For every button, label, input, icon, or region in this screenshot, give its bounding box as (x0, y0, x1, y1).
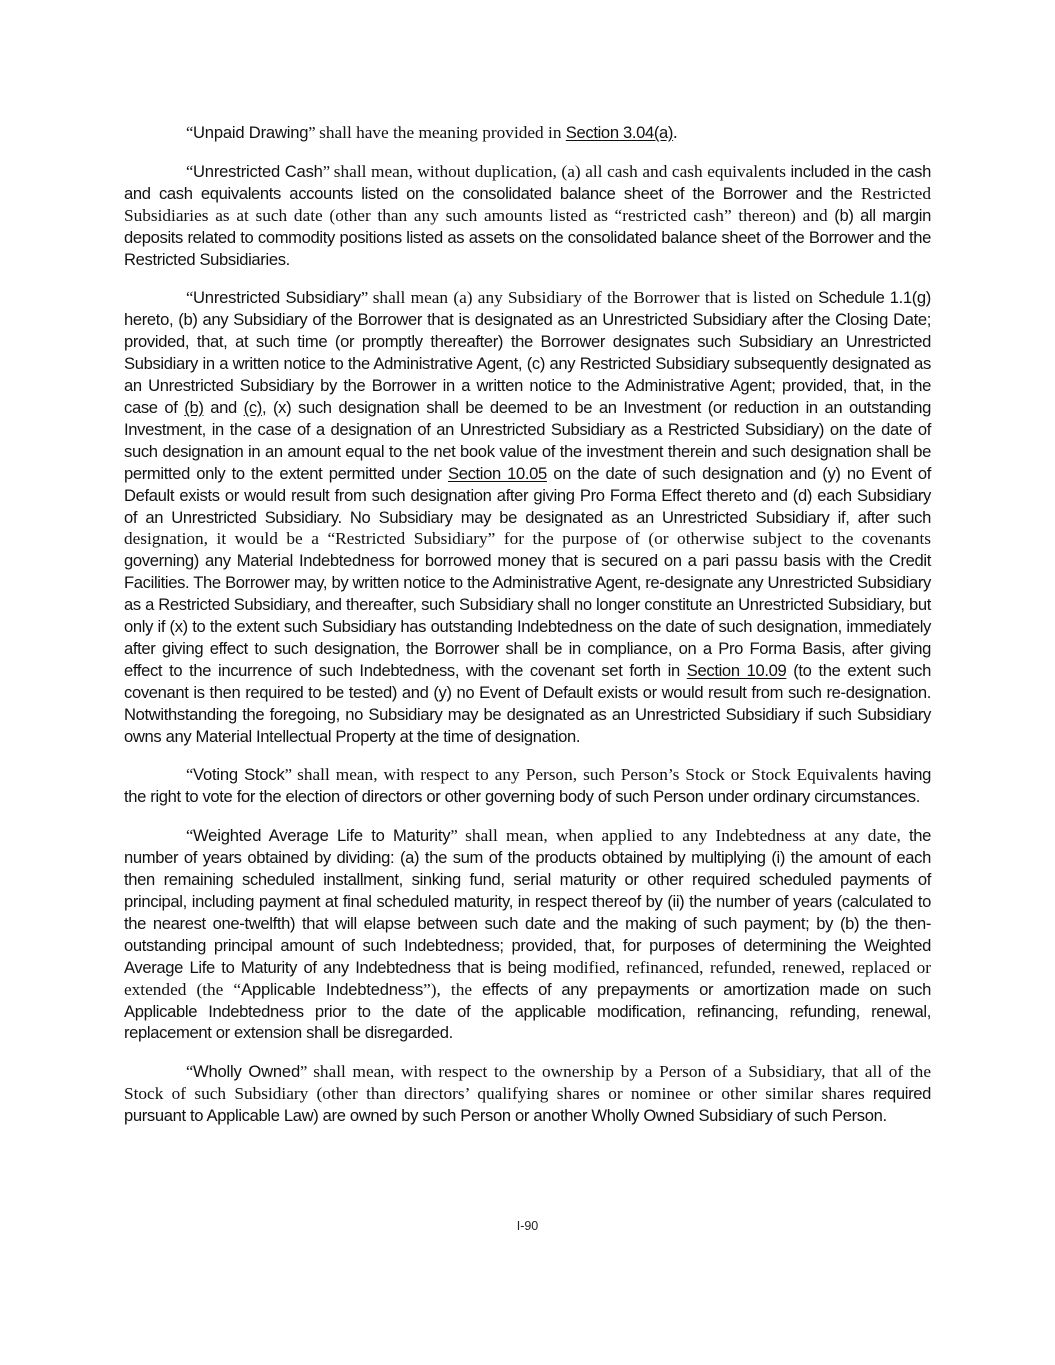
defined-term: Applicable Indebtedness (241, 979, 424, 999)
definition-wholly-owned: “Wholly Owned” shall mean, with respect to the ownership by a Person of a Subsidiary, that all of the Stock of such Subsidiary (other than directors’ qualifying shares or nominee or other similar shares required pursuant to Applicable Law) are owned by such Person or another Wholly Owned Subsidiary of such Person. (124, 1062, 932, 1126)
section-reference: Section 10.05 (447, 463, 547, 483)
defined-term: Weighted Average Life to Maturity (193, 826, 451, 846)
defined-term: Unrestricted Subsidiary (193, 288, 361, 308)
definitions-section (124, 122, 931, 1144)
definition-unpaid-drawing: “Unpaid Drawing” shall have the meaning provided in Section 3.04(a). (186, 123, 678, 142)
section-reference: Section 3.04(a) (565, 123, 674, 142)
definition-weighted-average-life: “Weighted Average Life to Maturity” shall mean, when applied to any Indebtedness at any date, the number of years obtained by dividing: (a) the sum of the products obtained by multiplying (i) the amount of each then remaining scheduled installment, sinking fund, serial maturity or other required scheduled payments of principal, including payment at final scheduled maturity, in respect thereof by (ii) the number of years (calculated to the nearest one-twelfth) that will elapse between such date and the making of such payment; by (b) the then-outstanding principal amount of such Indebtedness; provided, that, for purposes of determining the Weighted Average Life to Maturity of any Indebtedness that is being modified, refinanced, refunded, renewed, replaced or extended (the “Applicable Indebtedness”), the effects of any prepayments or amortization made on such Applicable Indebtedness prior to the date of the applicable modification, refinancing, refunding, renewal, replacement or extension shall be disregarded. (124, 826, 931, 1043)
defined-term: Unpaid Drawing (193, 123, 309, 142)
definition-unrestricted-subsidiary: “Unrestricted Subsidiary” shall mean (a) any Subsidiary of the Borrower that is listed on Schedule 1.1(g) hereto, (b) any Subsidiary of the Borrower that is designated as an Unrestricted Subsidiary after the Closing Date; provided, that, at such time (or promptly thereafter) the Borrower designates such Subsidiary an Unrestricted Subsidiary in a written notice to the Administrative Agent, (c) any Restricted Subsidiary subsequently designated as an Unrestricted Subsidiary by the Borrower in a written notice to the Administrative Agent; provided, that, in the case of (b) and (c), (x) such designation shall be deemed to be an Investment (or reduction in an outstanding Investment, in the case of a designation of an Unrestricted Subsidiary as a Restricted Subsidiary) on the date of such designation in an amount equal to the net book value of the investment therein and such designation shall be permitted only to the extent permitted under Section 10.05 on the date of such designation and (y) no Event of Default exists or would result from such designation after giving Pro Forma Effect thereto and (d) each Subsidiary of an Unrestricted Subsidiary. No Subsidiary may be designated as an Unrestricted Subsidiary if, after such designation, it would be a “Restricted Subsidiary” for the purpose of (or otherwise subject to the covenants governing) any Material Indebtedness for borrowed money that is secured on a pari passu basis with the Credit Facilities. The Borrower may, by written notice to the Administrative Agent, re-designate any Unrestricted Subsidiary as a Restricted Subsidiary, and thereafter, such Subsidiary shall no longer constitute an Unrestricted Subsidiary, but only if (x) to the extent such Subsidiary has outstanding Indebtedness on the date of such designation, immediately after giving effect to such designation, the Borrower shall be in compliance, on a Pro Forma Basis, after giving effect to the incurrence of such Indebtedness, with the covenant set forth in Section 10.09 (to the extent such covenant is then required to be tested) and (y) no Event of Default exists or would result from such re-designation. Notwithstanding the foregoing, no Subsidiary may be designated as an Unrestricted Subsidiary if such Subsidiary owns any Material Intellectual Property at the time of designation. (124, 288, 932, 746)
defined-term: Unrestricted Cash (193, 161, 323, 181)
defined-term: Wholly Owned (193, 1062, 300, 1082)
definition-voting-stock: “Voting Stock” shall mean, with respect to any Person, such Person’s Stock or Stock Equivalents having the right to vote for the election of directors or other governing body of such Person under ordinary circumstances. (124, 765, 931, 807)
definition-unrestricted-cash: “Unrestricted Cash” shall mean, without duplication, (a) all cash and cash equivalents included in the cash and cash equivalents accounts listed on the consolidated balance sheet of the Borrower and the Restricted Subsidiaries as at such date (other than any such amounts listed as “restricted cash” thereon) and (b) all margin deposits related to commodity positions listed as assets on the consolidated balance sheet of the Borrower and the Restricted Subsidiaries. (124, 161, 932, 269)
clause-reference: (b) (184, 397, 204, 417)
section-reference: Section 10.09 (686, 660, 787, 680)
defined-term: Voting Stock (193, 765, 285, 785)
page-number: I-90 (516, 1219, 539, 1233)
clause-reference: (c) (243, 397, 262, 417)
